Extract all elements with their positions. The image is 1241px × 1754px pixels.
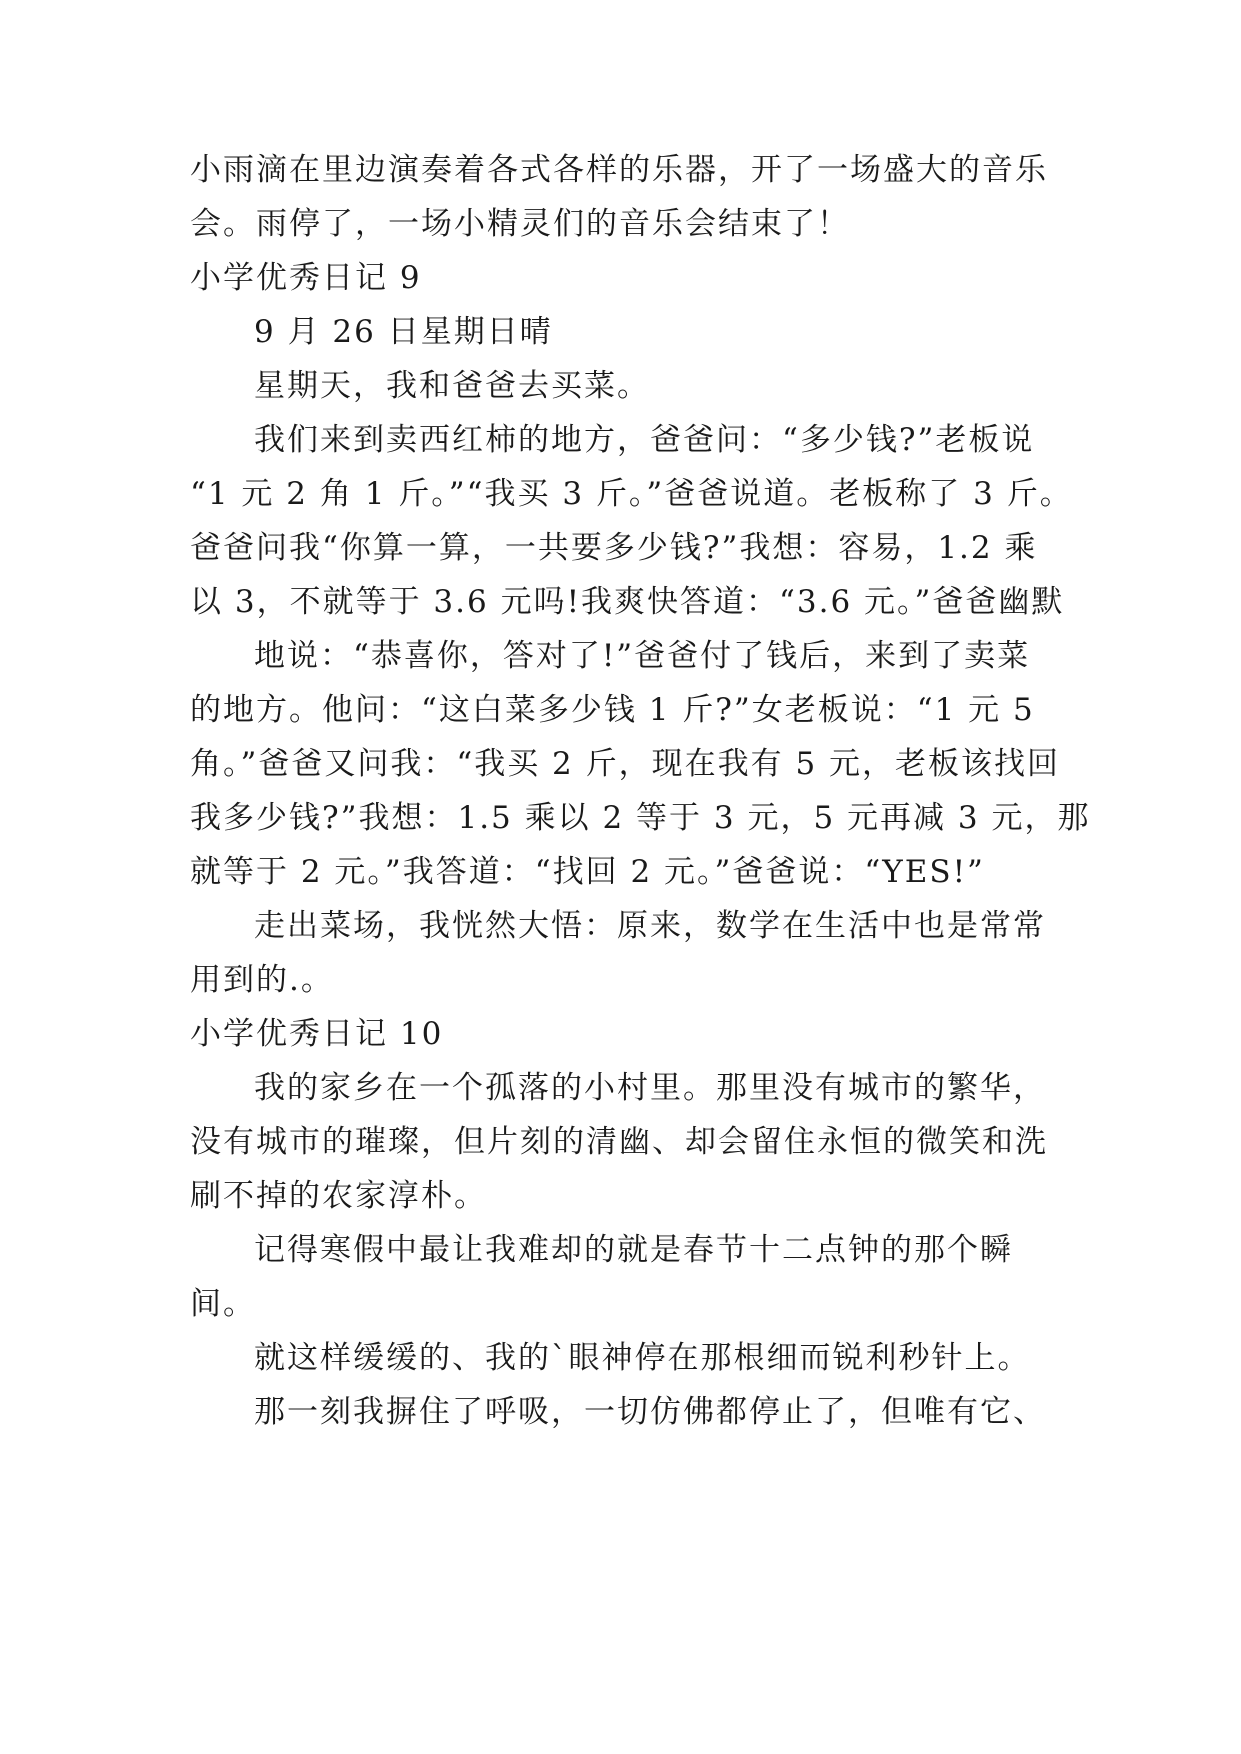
text-line: 会。雨停了，一场小精灵们的音乐会结束了！ (190, 206, 850, 242)
text-line: 的地方。他问：“这白菜多少钱 1 斤?”女老板说：“1 元 5 (190, 692, 1035, 728)
text-line: 小雨滴在里边演奏着各式各样的乐器，开了一场盛大的音乐 (190, 152, 1048, 188)
text-line: 就等于 2 元。”我答道：“找回 2 元。”爸爸说：“YES!” (190, 854, 985, 890)
text-line: 就这样缓缓的、我的`眼神停在那根细而锐利秒针上。 (254, 1340, 1031, 1376)
text-line: 走出菜场，我恍然大悟：原来，数学在生活中也是常常 (254, 908, 1046, 944)
section-heading: 小学优秀日记 9 (190, 260, 422, 296)
text-line: 间。 (190, 1286, 256, 1322)
section-heading: 小学优秀日记 10 (190, 1016, 444, 1052)
text-line: 刷不掉的农家淳朴。 (190, 1178, 487, 1214)
text-line: 星期天，我和爸爸去买菜。 (254, 368, 650, 404)
text-line: 爸爸问我“你算一算，一共要多少钱?”我想：容易，1.2 乘 (190, 530, 1038, 566)
text-line: 那一刻我摒住了呼吸，一切仿佛都停止了，但唯有它、 (254, 1394, 1046, 1430)
text-line: 以 3，不就等于 3.6 元吗!我爽快答道：“3.6 元。”爸爸幽默 (190, 584, 1065, 620)
diary-date: 9 月 26 日星期日晴 (254, 314, 553, 350)
text-line: 我多少钱?”我想：1.5 乘以 2 等于 3 元，5 元再减 3 元，那 (190, 800, 1091, 836)
text-line: 用到的.。 (190, 962, 334, 998)
text-line: 没有城市的璀璨，但片刻的清幽、却会留住永恒的微笑和洗 (190, 1124, 1048, 1160)
text-line: 角。”爸爸又问我：“我买 2 斤，现在我有 5 元，老板该找回 (190, 746, 1061, 782)
text-line: 我的家乡在一个孤落的小村里。那里没有城市的繁华， (254, 1070, 1046, 1106)
text-line: 地说：“恭喜你，答对了!”爸爸付了钱后，来到了卖菜 (254, 638, 1031, 674)
text-line: 记得寒假中最让我难却的就是春节十二点钟的那个瞬 (254, 1232, 1013, 1268)
text-line: “1 元 2 角 1 斤。”“我买 3 斤。”爸爸说道。老板称了 3 斤。 (190, 476, 1073, 512)
text-line: 我们来到卖西红柿的地方，爸爸问：“多少钱?”老板说 (254, 422, 1035, 458)
